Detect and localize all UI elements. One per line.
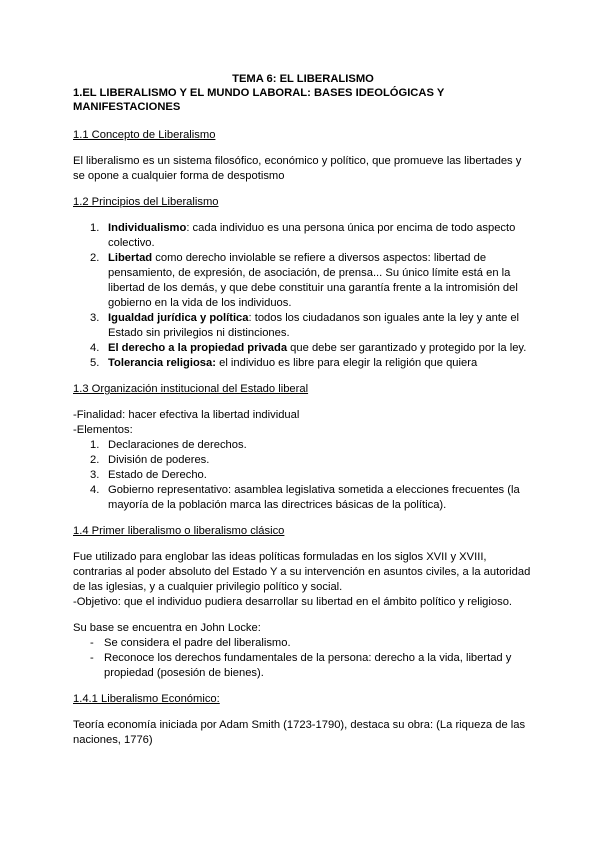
list-item: 4. Gobierno representativo: asamblea legislativa sometida a elecciones frecuentes (la mayoría de la población marca las directrices básicas de la política). <box>90 484 520 511</box>
list-item: 5. Tolerancia religiosa: el individuo es libre para elegir la religión que quiera <box>90 357 478 369</box>
list-item: 2. Libertad como derecho inviolable se refiere a diversos aspectos: libertad de pensamiento, de expresión, de asociación, de prensa... Su único límite está en la libertad de los demás, y que debe constituir una garantía frente a la intromisión del gobierno en la vida de los individuos. <box>90 252 518 309</box>
document-title: TEMA 6: EL LIBERALISMO <box>232 73 374 85</box>
section-heading-primer-liberalismo: 1.4 Primer liberalismo o liberalismo clásico <box>73 525 285 537</box>
section-heading-liberalismo-economico: 1.4.1 Liberalismo Económico: <box>73 693 220 705</box>
list-item: 1. Individualismo: cada individuo es una persona única por encima de todo aspecto colectivo. <box>90 222 516 249</box>
list-item: 2. División de poderes. <box>90 454 210 466</box>
paragraph-finalidad: -Finalidad: hacer efectiva la libertad individual <box>73 409 300 421</box>
section-heading-principios: 1.2 Principios del Liberalismo <box>73 196 219 208</box>
paragraph-liberalismo-economico: Teoría economía iniciada por Adam Smith (1723-1790), destaca su obra: (La riqueza de las naciones, 1776) <box>73 719 526 746</box>
list-item: - Se considera el padre del liberalismo. <box>90 637 291 649</box>
document-subtitle: 1.EL LIBERALISMO Y EL MUNDO LABORAL: BASES IDEOLÓGICAS Y MANIFESTACIONES <box>73 87 445 113</box>
paragraph-concepto: El liberalismo es un sistema filosófico, económico y político, que promueve las libertades y se opone a cualquier forma de despotismo <box>73 155 522 182</box>
list-item: 3. Estado de Derecho. <box>90 469 207 481</box>
locke-list <box>73 636 533 681</box>
elementos-list <box>73 438 533 513</box>
principios-list <box>73 221 533 371</box>
paragraph-primer-liberalismo: Fue utilizado para englobar las ideas políticas formuladas en los siglos XVII y XVIII, contrarias al poder absoluto del Estado Y a su intervención en asuntos civiles, a la autoridad de las iglesias, y a cualquier privilegio político y social. <box>73 551 531 593</box>
section-heading-concepto: 1.1 Concepto de Liberalismo <box>73 129 216 141</box>
paragraph-elementos: -Elementos: <box>73 424 133 436</box>
list-item: 3. Igualdad jurídica y política: todos los ciudadanos son iguales ante la ley y ante el Estado sin privilegios ni distinciones. <box>90 312 520 339</box>
document-page <box>73 72 533 748</box>
list-item: 1. Declaraciones de derechos. <box>90 439 247 451</box>
paragraph-objetivo: -Objetivo: que el individuo pudiera desarrollar su libertad en el ámbito político y religioso. <box>73 596 513 608</box>
list-item: 4. El derecho a la propiedad privada que debe ser garantizado y protegido por la ley. <box>90 342 527 354</box>
section-heading-organizacion: 1.3 Organización institucional del Estado liberal <box>73 383 309 395</box>
list-item: - Reconoce los derechos fundamentales de la persona: derecho a la vida, libertad y propiedad (posesión de bienes). <box>90 652 512 679</box>
paragraph-john-locke: Su base se encuentra en John Locke: <box>73 622 261 634</box>
